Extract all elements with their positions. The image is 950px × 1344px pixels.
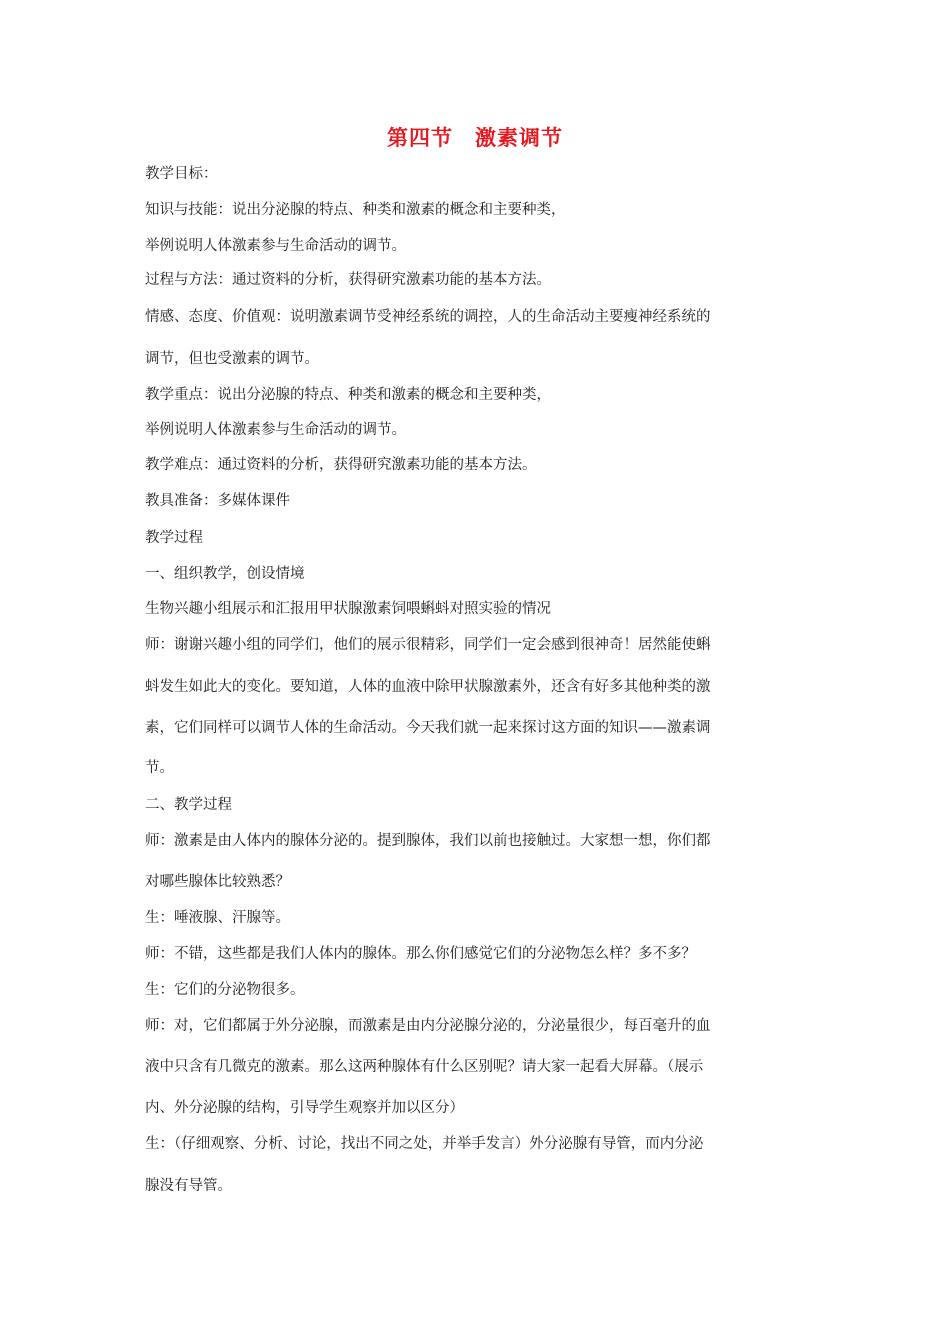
body-line: 液中只含有几微克的激素。那么这两种腺体有什么区别呢？请大家一起看大屏幕。（展示 — [145, 1059, 704, 1075]
body-line: 节。 — [145, 760, 174, 776]
body-line: 师：激素是由人体内的腺体分泌的。提到腺体，我们以前也接触过。大家想一想，你们都 — [145, 833, 711, 849]
body-line: 举例说明人体激素参与生命活动的调节。 — [145, 238, 406, 254]
page-title: 第四节 激素调节 — [387, 125, 563, 150]
body-line: 情感、态度、价值观：说明激素调节受神经系统的调控，人的生命活动主要瘦神经系统的 — [145, 309, 711, 325]
body-line: 生：唾液腺、汗腺等。 — [145, 910, 290, 926]
body-line: 腺没有导管。 — [145, 1178, 232, 1194]
body-line: 教具准备：多媒体课件 — [145, 493, 290, 509]
body-line: 对哪些腺体比较熟悉？ — [145, 874, 290, 890]
body-line: 蚪发生如此大的变化。要知道，人体的血液中除甲状腺激素外，还含有好多其他种类的激 — [145, 679, 711, 695]
body-line: 一、组织教学，创设情境 — [145, 566, 305, 582]
body-line: 内、外分泌腺的结构，引导学生观察并加以区分） — [145, 1100, 464, 1116]
body-line: 师：对，它们都属于外分泌腺，而激素是由内分泌腺分泌的，分泌量很少，每百毫升的血 — [145, 1018, 711, 1034]
body-line: 教学过程 — [145, 530, 203, 546]
body-line: 举例说明人体激素参与生命活动的调节。 — [145, 422, 406, 438]
body-line: 素，它们同样可以调节人体的生命活动。今天我们就一起来探讨这方面的知识——激素调 — [145, 720, 711, 736]
body-line: 生：它们的分泌物很多。 — [145, 982, 305, 998]
body-line: 知识与技能：说出分泌腺的特点、种类和激素的概念和主要种类， — [145, 202, 566, 218]
body-line: 教学重点：说出分泌腺的特点、种类和激素的概念和主要种类， — [145, 387, 551, 403]
body-line: 师：不错，这些都是我们人体内的腺体。那么你们感觉它们的分泌物怎么样？多不多？ — [145, 946, 696, 962]
body-line: 生物兴趣小组展示和汇报用甲状腺激素饲喂蝌蚪对照实验的情况 — [145, 601, 551, 617]
body-line: 生：（仔细观察、分析、讨论，找出不同之处，并举手发言）外分泌腺有导管，而内分泌 — [145, 1136, 704, 1152]
body-line: 教学目标： — [145, 166, 218, 182]
body-line: 师：谢谢兴趣小组的同学们，他们的展示很精彩，同学们一定会感到很神奇！居然能使蝌 — [145, 637, 711, 653]
body-line: 二、教学过程 — [145, 797, 232, 813]
body-line: 过程与方法：通过资料的分析，获得研究激素功能的基本方法。 — [145, 272, 551, 288]
body-line: 调节，但也受激素的调节。 — [145, 351, 319, 367]
body-line: 教学难点：通过资料的分析，获得研究激素功能的基本方法。 — [145, 457, 537, 473]
